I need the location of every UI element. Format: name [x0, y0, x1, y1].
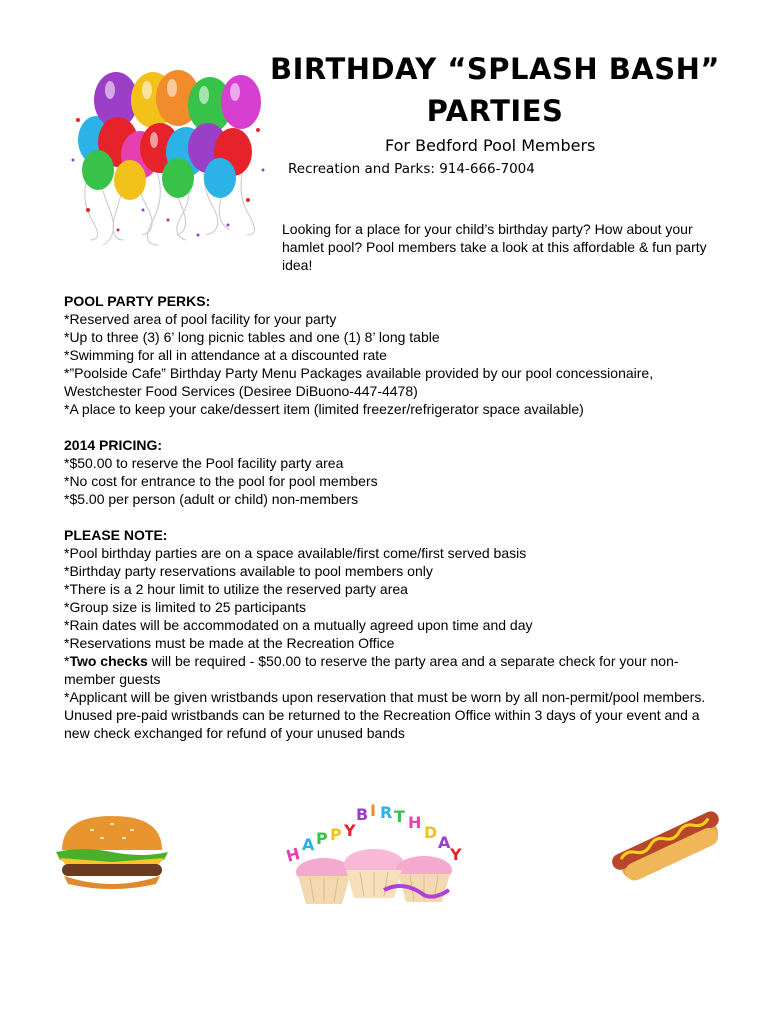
contact-phone: Recreation and Parks: 914-666-7004: [288, 161, 535, 177]
list-item-wristbands: *Applicant will be given wristbands upon reservation that must be worn by all non-permit/pool members. Unused pre-paid wristbands can be returned to the Recreation Office within 3 days of your event and a new check exchanged for refund of your unused bands: [64, 689, 706, 741]
list-item-two-checks: [64, 652, 724, 688]
note-section: [64, 526, 724, 742]
list-item: *Pool birthday parties are on a space available/first come/first served basis: [64, 545, 527, 561]
intro-paragraph: Looking for a place for your child’s birthday party? How about your hamlet pool? Pool members take a look at this affordable & fun party idea!: [282, 221, 707, 273]
list-item: *There is a 2 hour limit to utilize the reserved party area: [64, 581, 408, 597]
list-item: *Rain dates will be accommodated on a mutually agreed upon time and day: [64, 617, 533, 633]
hamburger-icon: [52, 812, 172, 892]
list-item: *A place to keep your cake/dessert item (limited freezer/refrigerator space available): [64, 401, 584, 417]
list-item: *Group size is limited to 25 participants: [64, 599, 306, 615]
balloons-illustration: [58, 60, 268, 250]
note-heading: PLEASE NOTE:: [64, 527, 168, 543]
list-item: *Reserved area of pool facility for your party: [64, 311, 337, 327]
pricing-heading: 2014 PRICING:: [64, 437, 163, 453]
list-item: *$5.00 per person (adult or child) non-members: [64, 491, 359, 507]
hotdog-icon: [608, 806, 728, 886]
svg-text:T: T: [394, 807, 405, 826]
svg-text:Y: Y: [450, 845, 462, 864]
svg-text:R: R: [380, 803, 393, 822]
main-content: [64, 292, 724, 760]
list-item: *$50.00 to reserve the Pool facility party area: [64, 455, 344, 471]
checks-prefix: *: [64, 653, 70, 669]
title-line-1: BIRTHDAY “SPLASH BASH”: [270, 52, 720, 86]
list-item: *Reservations must be made at the Recreation Office: [64, 635, 395, 651]
pricing-section: [64, 436, 724, 508]
perks-heading: POOL PARTY PERKS:: [64, 293, 211, 309]
svg-text:P: P: [330, 825, 342, 844]
svg-text:Y: Y: [344, 821, 356, 840]
svg-text:A: A: [302, 835, 315, 854]
checks-rest: will be required - $50.00 to reserve the party area and a separate check for your non-member guests: [64, 653, 679, 687]
list-item: *Birthday party reservations available to pool members only: [64, 563, 433, 579]
list-item: *No cost for entrance to the pool for pool members: [64, 473, 378, 489]
checks-bold: Two checks: [69, 653, 148, 669]
list-item: *Swimming for all in attendance at a discounted rate: [64, 347, 387, 363]
svg-text:P: P: [316, 829, 328, 848]
list-item: *”Poolside Cafe” Birthday Party Menu Packages available provided by our pool concessionaire, Westchester Food Services (Desiree DiBuono-447-4478): [64, 365, 654, 399]
svg-text:I: I: [370, 801, 376, 820]
svg-text:B: B: [356, 805, 369, 824]
title-line-2: PARTIES: [426, 94, 564, 128]
svg-text:H: H: [284, 844, 302, 866]
perks-section: [64, 292, 724, 418]
svg-text:D: D: [424, 823, 438, 842]
subtitle: For Bedford Pool Members: [385, 136, 596, 155]
page-title: [270, 48, 720, 132]
svg-text:H: H: [408, 813, 422, 832]
birthday-cupcakes-illustration: [284, 800, 464, 910]
list-item: *Up to three (3) 6’ long picnic tables and one (1) 8’ long table: [64, 329, 440, 345]
svg-text:A: A: [438, 833, 451, 852]
